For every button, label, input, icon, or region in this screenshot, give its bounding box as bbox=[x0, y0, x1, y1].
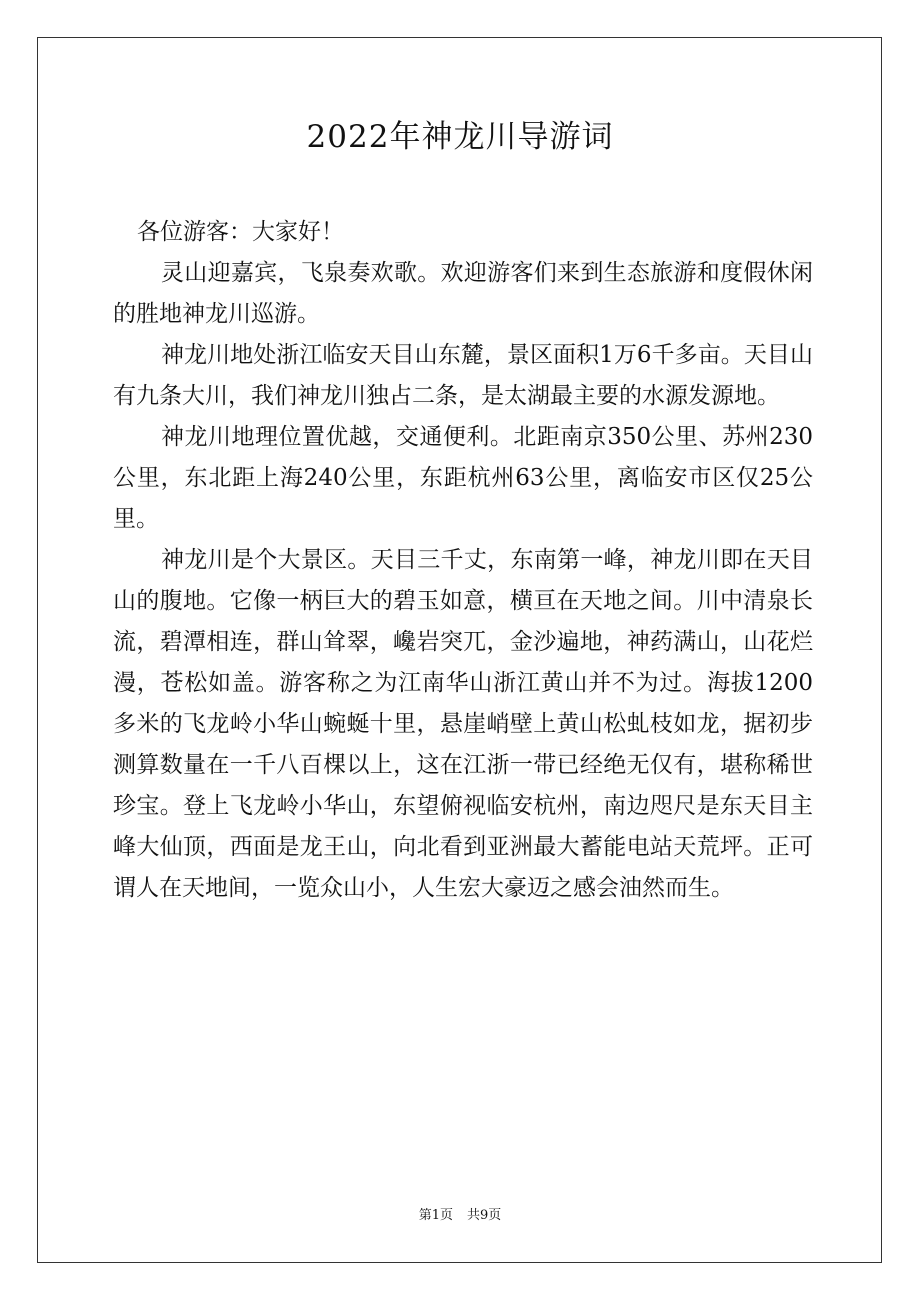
greeting-line: 各位游客：大家好！ bbox=[137, 219, 344, 245]
body-paragraph-4: 神龙川是个大景区。天目三千丈，东南第一峰，神龙川即在天目山的腹地。它像一柄巨大的碧玉如意，横亘在天地之间。川中清泉长流，碧潭相连，群山耸翠，巉岩突兀，金沙遍地，神药满山，山花烂漫，苍松如盖。游客称之为江南华山浙江黄山并不为过。海拔1200多米的飞龙岭小华山蜿蜒十里，悬崖峭壁上黄山松虬枝如龙，据初步测算数量在一千八百棵以上，这在江浙一带已经绝无仅有，堪称稀世珍宝。登上飞龙岭小华山，东望俯视临安杭州，南边咫尺是东天目主峰大仙顶，西面是龙王山，向北看到亚洲最大蓄能电站天荒坪。正可谓人在天地间，一览众山小，人生宏大豪迈之感会油然而生。 bbox=[113, 547, 813, 901]
page-number-total: 共9页 bbox=[467, 1208, 502, 1223]
page-footer bbox=[0, 1206, 920, 1226]
body-paragraph-1: 灵山迎嘉宾，飞泉奏欢歌。欢迎游客们来到生态旅游和度假休闲的胜地神龙川巡游。 bbox=[113, 260, 813, 327]
body-paragraph-3: 神龙川地理位置优越，交通便利。北距南京350公里、苏州230公里，东北距上海240公里，东距杭州63公里，离临安市区仅25公里。 bbox=[113, 424, 813, 532]
document-body bbox=[113, 212, 813, 909]
page-number-current: 第1页 bbox=[418, 1208, 453, 1223]
body-paragraph-2: 神龙川地处浙江临安天目山东麓，景区面积1万6千多亩。天目山有九条大川，我们神龙川独占二条，是太湖最主要的水源发源地。 bbox=[113, 342, 813, 409]
document-title: 2022年神龙川导游词 bbox=[306, 119, 614, 155]
